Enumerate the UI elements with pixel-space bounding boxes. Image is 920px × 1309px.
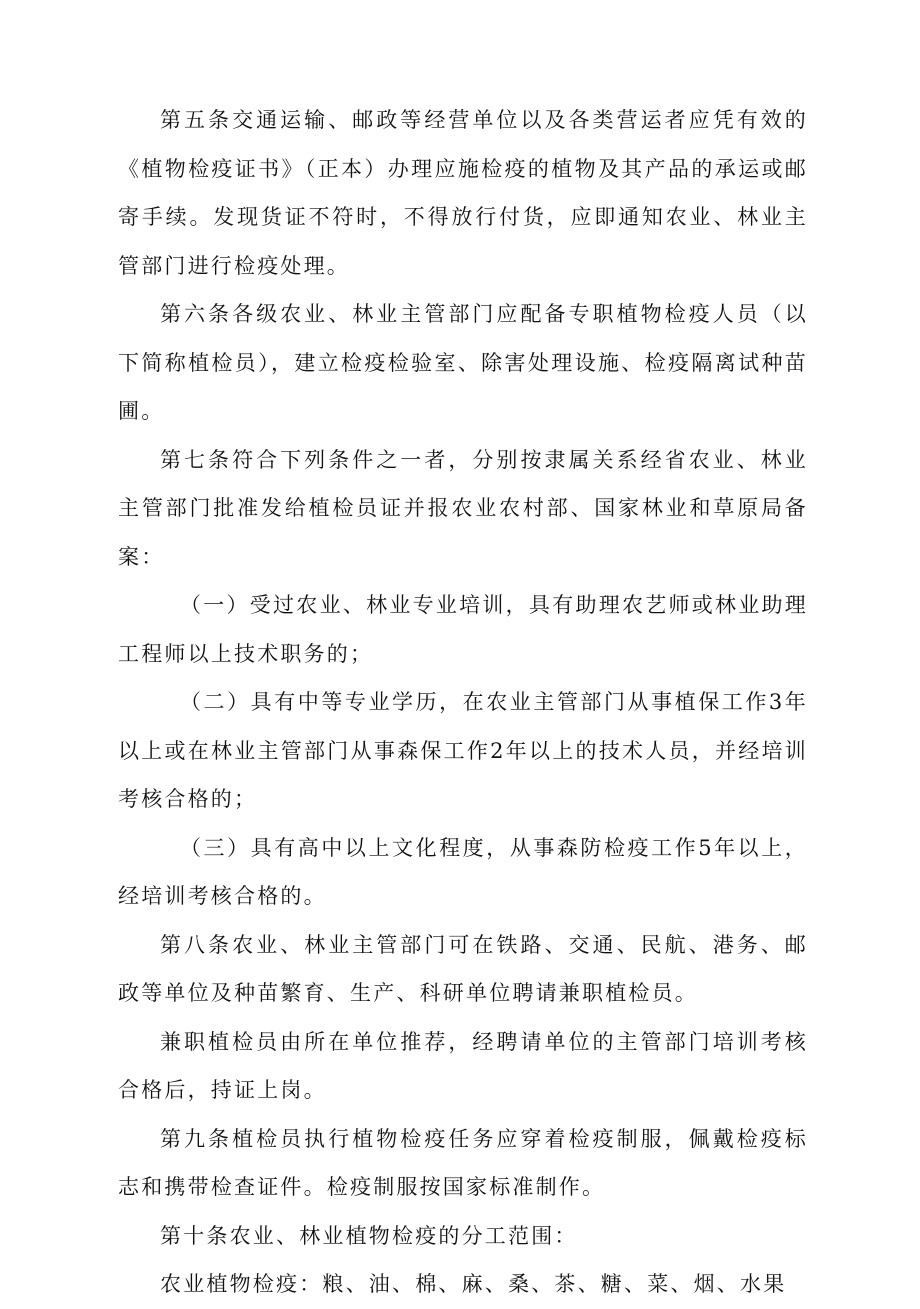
article-7-item-1: （一）受过农业、林业专业培训，具有助理农艺师或林业助理工程师以上技术职务的； bbox=[118, 593, 808, 666]
article-6-paragraph: 第六条各级农业、林业主管部门应配备专职植物检疫人员（以下简称植检员），建立检疫检验室、除害处理设施、检疫隔离试种苗圃。 bbox=[118, 302, 808, 423]
article-7-paragraph: 第七条符合下列条件之一者，分别按隶属关系经省农业、林业主管部门批准发给植检员证并报农业农村部、国家林业和草原局备案： bbox=[118, 447, 808, 569]
article-7-item-2: （二）具有中等专业学历，在农业主管部门从事植保工作3年以上或在林业主管部门从事森保工作2年以上的技术人员，并经培训考核合格的； bbox=[118, 690, 808, 811]
article-5-paragraph: 第五条交通运输、邮政等经营单位以及各类营运者应凭有效的《植物检疫证书》（正本）办理应施检疫的植物及其产品的承运或邮寄手续。发现货证不符时，不得放行付货，应即通知农业、林业主管部门进行检疫处理。 bbox=[118, 108, 808, 278]
document-body bbox=[118, 96, 808, 1309]
article-10-paragraph: 第十条农业、林业植物检疫的分工范围： bbox=[160, 1223, 578, 1248]
article-8-part-time-paragraph: 兼职植检员由所在单位推荐，经聘请单位的主管部门培训考核合格后，持证上岗。 bbox=[118, 1029, 808, 1102]
article-9-paragraph: 第九条植检员执行植物检疫任务应穿着检疫制服，佩戴检疫标志和携带检查证件。检疫制服按国家标准制作。 bbox=[118, 1126, 808, 1199]
article-8-paragraph: 第八条农业、林业主管部门可在铁路、交通、民航、港务、邮政等单位及种苗繁育、生产、科研单位聘请兼职植检员。 bbox=[118, 932, 808, 1005]
agricultural-quarantine-paragraph: 农业植物检疫：粮、油、棉、麻、桑、茶、糖、菜、烟、水果 bbox=[160, 1272, 787, 1296]
article-7-item-3: （三）具有高中以上文化程度，从事森防检疫工作5年以上，经培训考核合格的。 bbox=[118, 835, 808, 908]
